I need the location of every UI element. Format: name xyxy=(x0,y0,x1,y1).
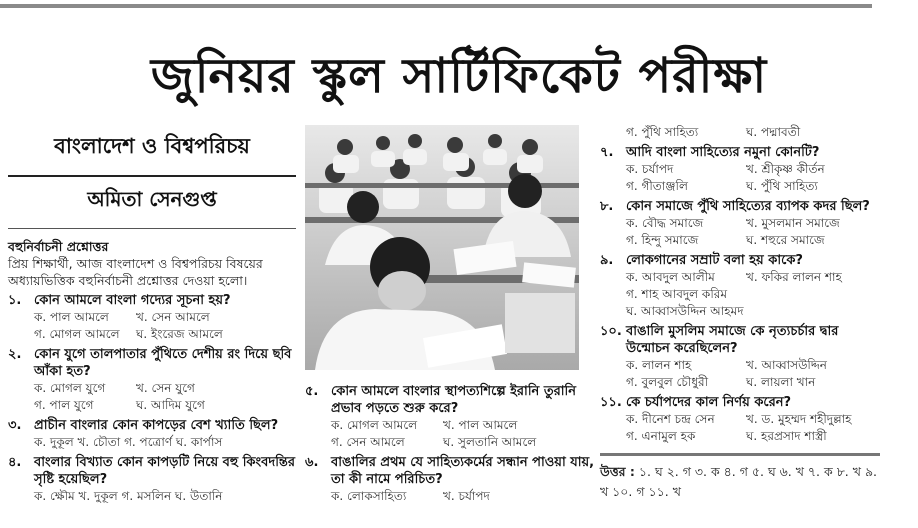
column-right xyxy=(600,124,880,502)
option-row xyxy=(8,434,296,451)
option: ক. দীনেশ চন্দ্র সেন xyxy=(626,412,715,426)
question-number: ৫. xyxy=(305,384,319,399)
option-row xyxy=(600,411,880,428)
question xyxy=(8,454,296,488)
answer-key xyxy=(600,462,880,502)
question-text: কোন যুগে তালপাতার পুঁথিতে দেশীয় রং দিয়ে ছবি আঁকা হত? xyxy=(34,347,292,379)
option: খ. ড. মুহম্মদ শহীদুল্লাহ xyxy=(746,412,852,426)
column-middle xyxy=(305,380,595,505)
question-list-middle xyxy=(305,383,595,505)
question-number: ৬. xyxy=(305,455,319,470)
option: ঘ. শহুরে সমাজে xyxy=(746,233,825,247)
question-text: কোন আমলে বাংলা গদ্যের সূচনা হয়? xyxy=(34,293,231,308)
question xyxy=(8,346,296,380)
option: গ. মোগল আমলে xyxy=(34,327,120,341)
question-number: ৭. xyxy=(600,145,614,160)
question-text: আদি বাংলা সাহিত্যের নমুনা কোনটি? xyxy=(626,145,820,160)
question-text: কোন আমলে বাংলার স্থাপত্যশিল্পে ইরানি তুরানি প্রভাব পড়তে শুরু করে? xyxy=(331,384,576,416)
question xyxy=(8,417,296,434)
question-number: ১০. xyxy=(600,324,622,339)
option: ক. মোগল আমলে xyxy=(331,418,418,432)
option: ঘ. পুঁথি সাহিত্য xyxy=(746,179,818,193)
option: গ. পুঁথি সাহিত্য xyxy=(626,125,699,139)
question xyxy=(600,198,880,215)
option: ঘ. পদ্মাবতী xyxy=(746,125,801,139)
option: ক. মোগল যুগে xyxy=(34,381,106,395)
answer-label: উত্তর : xyxy=(600,464,635,479)
intro-heading: বহুনির্বাচনী প্রশ্নোত্তর xyxy=(8,239,109,254)
question-number: ৯. xyxy=(600,253,614,268)
question-number: ১১. xyxy=(600,395,622,410)
option: খ. সেন আমলে xyxy=(136,310,210,324)
answer-text: ১. ঘ ২. গ ৩. ক ৪. গ ৫. ঘ ৬. খ ৭. ক ৮. খ ৯. খ ১০. গ ১১. খ xyxy=(600,464,878,499)
question-number: ২. xyxy=(8,347,22,362)
question-text: প্রাচীন বাংলার কোন কাপড়ের বেশ খ্যাতি ছিল? xyxy=(34,418,279,433)
option: ক. চর্যাপদ xyxy=(626,162,674,176)
question-text: কোন সমাজে পুঁথি সাহিত্যের ব্যাপক কদর ছিল? xyxy=(626,199,870,214)
option: ঘ. ইংরেজ আমলে xyxy=(136,327,223,341)
option-row xyxy=(8,309,296,326)
author-divider xyxy=(8,228,296,229)
exam-hall-photo-graphic xyxy=(305,125,579,370)
option-row xyxy=(600,286,880,303)
option: গ. বুলবুল চৌধুরী xyxy=(626,375,709,389)
option: ক. ক্ষৌম খ. দুকূল গ. মসলিন ঘ. উতানি xyxy=(34,489,223,503)
option-row xyxy=(8,326,296,343)
column-left xyxy=(8,126,296,505)
option-row xyxy=(8,397,296,414)
option: ঘ. হরপ্রসাদ শাস্ত্রী xyxy=(746,429,827,443)
option-row xyxy=(600,178,880,195)
option: গ. পাল যুগে xyxy=(34,398,94,412)
option: ঘ. আব্বাসউদ্দিন আহমদ xyxy=(626,304,744,318)
option: খ. পাল আমলে xyxy=(443,418,518,432)
option: খ. ফকির লালন শাহ xyxy=(746,270,842,284)
option-row xyxy=(600,232,880,249)
option: ক. লোকসাহিত্য xyxy=(331,489,407,503)
question xyxy=(305,383,595,417)
question xyxy=(600,252,880,269)
option-row xyxy=(305,417,595,434)
option: ক. দুকূল খ. চৌতা গ. পত্রোর্ণ ঘ. কার্পাস xyxy=(34,435,223,449)
question-list-left xyxy=(8,292,296,505)
option: খ. সেন যুগে xyxy=(136,381,195,395)
option: গ. হিন্দু সমাজে xyxy=(626,233,699,247)
option: খ. আব্বাসউদ্দিন xyxy=(746,358,827,372)
option-row xyxy=(600,357,880,374)
option-row xyxy=(8,488,296,505)
option: ক. বৌদ্ধ সমাজে xyxy=(626,216,704,230)
option-row xyxy=(600,428,880,445)
option-row xyxy=(600,124,880,141)
question-text: বাঙালি মুসলিম সমাজে কে নৃত্যচর্চার দ্বার উন্মোচন করেছিলেন? xyxy=(626,324,839,356)
option: গ. শাহ আবদুল করিম xyxy=(626,287,728,301)
answer-divider xyxy=(600,453,880,456)
question-text: বাঙালির প্রথম যে সাহিত্যকর্মের সন্ধান পাওয়া যায়, তা কী নামে পরিচিত? xyxy=(331,455,595,487)
question xyxy=(600,394,880,411)
section-title: বাংলাদেশ ও বিশ্বপরিচয় xyxy=(54,134,250,158)
top-rule xyxy=(0,4,872,8)
option-row xyxy=(305,488,595,505)
option-row xyxy=(600,303,880,320)
question-text: লোকগানের সম্রাট বলা হয় কাকে? xyxy=(626,253,803,268)
question-number: ৪. xyxy=(8,455,22,470)
page-headline: জুনিয়র স্কুল সার্টিফিকেট পরীক্ষা xyxy=(150,48,768,104)
option-row xyxy=(600,161,880,178)
question xyxy=(8,292,296,309)
option: গ. গীতাঞ্জলি xyxy=(626,179,688,193)
question-text: কে চর্যাপদের কাল নির্ণয় করেন? xyxy=(626,395,792,410)
option-row xyxy=(600,269,880,286)
option: গ. এনামুল হক xyxy=(626,429,696,443)
option: ক. পাল আমলে xyxy=(34,310,109,324)
question-text: বাংলার বিখ্যাত কোন কাপড়টি নিয়ে বহু কিংবদন্তির সৃষ্টি হয়েছিল? xyxy=(34,455,296,487)
intro-text: প্রিয় শিক্ষার্থী, আজ বাংলাদেশ ও বিশ্বপরিচয় বিষয়ের অধ্যায়ভিত্তিক বহুনির্বাচনী প্রশ্নোত্তর দেওয়া হলো। xyxy=(8,256,263,288)
question-number: ৮. xyxy=(600,199,614,214)
question xyxy=(305,454,595,488)
option: ঘ. লায়লা খান xyxy=(746,375,816,389)
option: ঘ. সুলতানি আমলে xyxy=(443,435,537,449)
question-list-right xyxy=(600,144,880,445)
option: খ. শ্রীকৃষ্ণ কীর্তন xyxy=(746,162,825,176)
option: ঘ. আদিম যুগে xyxy=(136,398,205,412)
question-number: ১. xyxy=(8,293,22,308)
question xyxy=(600,323,880,357)
option: খ. চর্যাপদ xyxy=(443,489,490,503)
option-row xyxy=(600,374,880,391)
option: গ. সেন আমলে xyxy=(331,435,405,449)
option: ক. আবদুল আলীম xyxy=(626,270,715,284)
option: ক. লালন শাহ xyxy=(626,358,692,372)
author-byline: অমিতা সেনগুপ্ত xyxy=(87,187,217,211)
question-number: ৩. xyxy=(8,418,22,433)
option-row xyxy=(305,434,595,451)
option-row xyxy=(8,380,296,397)
question xyxy=(600,144,880,161)
option: খ. মুসলমান সমাজে xyxy=(746,216,840,230)
exam-hall-photo xyxy=(305,125,579,370)
option-row xyxy=(600,215,880,232)
